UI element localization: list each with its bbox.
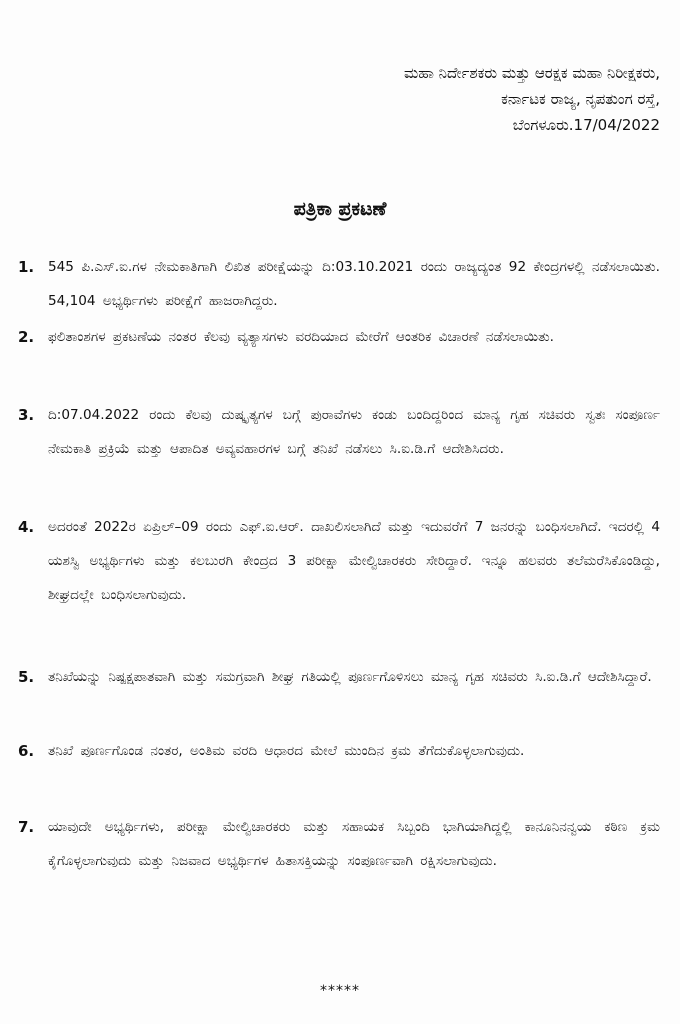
address-line-date: ಬೆಂಗಳೂರು.17/04/2022 [512, 116, 660, 134]
list-item-text: ತನಿಖೆಯನ್ನು ನಿಷ್ಪಕ್ಷಪಾತವಾಗಿ ಮತ್ತು ಸಮಗ್ರವಾಗಿ ಶೀಘ್ರ ಗತಿಯಲ್ಲಿ ಪೂರ್ಣಗೊಳಿಸಲು ಮಾನ್ಯ ಗೃಹ ಸಚಿವರು ಸಿ.ಐ.ಡಿ.ಗೆ ಆದೇಶಿಸಿದ್ದಾರೆ. [48, 669, 652, 685]
list-item-text: ತನಿಖೆ ಪೂರ್ಣಗೊಂಡ ನಂತರ, ಅಂತಿಮ ವರದಿ ಆಧಾರದ ಮೇಲೆ ಮುಂದಿನ ಕ್ರಮ ತೆಗೆದುಕೊಳ್ಳಲಾಗುವುದು. [48, 743, 525, 759]
list-item-number: 6. [18, 742, 35, 760]
list-item-number: 5. [18, 668, 35, 686]
list-item-text: ದಿ:07.04.2022 ರಂದು ಕೆಲವು ದುಷ್ಕೃತ್ಯಗಳ ಬಗ್ಗೆ ಪುರಾವೆಗಳು ಕಂಡು ಬಂದಿದ್ದರಿಂದ ಮಾನ್ಯ ಗೃಹ ಸಚಿವರು ಸ್ವತಃ ಸಂಪೂರ್ಣ ನೇಮಕಾತಿ ಪ್ರಕ್ರಿಯೆ ಮತ್ತು ಆಪಾದಿತ ಅವ್ಯವಹಾರಗಳ ಬಗ್ಗೆ ತನಿಖೆ ನಡೆಸಲು ಸಿ.ಐ.ಡಿ.ಗೆ ಆದೇಶಿಸಿದರು. [48, 407, 660, 457]
list-item-number: 7. [18, 818, 35, 836]
list-item-text: ಅದರಂತೆ 2022ರ ಏಪ್ರಿಲ್–09 ರಂದು ಎಫ್.ಐ.ಆರ್. ದಾಖಲಿಸಲಾಗಿದೆ ಮತ್ತು ಇದುವರೆಗೆ 7 ಜನರನ್ನು ಬಂಧಿಸಲಾಗಿದೆ. ಇದರಲ್ಲಿ 4 ಯಶಸ್ವಿ ಅಭ್ಯರ್ಥಿಗಳು ಮತ್ತು ಕಲಬುರಗಿ ಕೇಂದ್ರದ 3 ಪರೀಕ್ಷಾ ಮೇಲ್ವಿಚಾರಕರು ಸೇರಿದ್ದಾರೆ. ಇನ್ನೂ ಹಲವರು ತಲೆಮರೆಸಿಕೊಂಡಿದ್ದು, ಶೀಘ್ರದಲ್ಲೇ ಬಂಧಿಸಲಾಗುವುದು. [48, 519, 660, 603]
list-item [18, 398, 660, 466]
end-marker: ***** [320, 983, 360, 999]
list-item [18, 734, 660, 768]
list-item [18, 250, 660, 318]
list-item-number: 4. [18, 518, 35, 536]
list-item [18, 510, 660, 612]
list-item-number: 2. [18, 328, 35, 346]
sender-address [300, 60, 660, 138]
address-line-location: ಕರ್ನಾಟಕ ರಾಜ್ಯ, ನೃಪತುಂಗ ರಸ್ತೆ, [501, 90, 660, 108]
list-item [18, 660, 660, 694]
address-line-office: ಮಹಾ ನಿರ್ದೇಶಕರು ಮತ್ತು ಆರಕ್ಷಕ ಮಹಾ ನಿರೀಕ್ಷಕರು, [403, 64, 660, 82]
list-item [18, 320, 660, 354]
list-item-number: 3. [18, 406, 35, 424]
document-title: ಪತ್ರಿಕಾ ಪ್ರಕಟಣೆ [293, 198, 387, 220]
list-item [18, 810, 660, 878]
list-item-number: 1. [18, 258, 35, 276]
list-item-text: ಯಾವುದೇ ಅಭ್ಯರ್ಥಿಗಳು, ಪರೀಕ್ಷಾ ಮೇಲ್ವಿಚಾರಕರು ಮತ್ತು ಸಹಾಯಕ ಸಿಬ್ಬಂದಿ ಭಾಗಿಯಾಗಿದ್ದಲ್ಲಿ ಕಾನೂನಿನನ್ವಯ ಕಠಿಣ ಕ್ರಮ ಕೈಗೊಳ್ಳಲಾಗುವುದು ಮತ್ತು ನಿಜವಾದ ಅಭ್ಯರ್ಥಿಗಳ ಹಿತಾಸಕ್ತಿಯನ್ನು ಸಂಪೂರ್ಣವಾಗಿ ರಕ್ಷಿಸಲಾಗುವುದು. [48, 819, 660, 869]
list-item-text: 545 ಪಿ.ಎಸ್.ಐ.ಗಳ ನೇಮಕಾತಿಗಾಗಿ ಲಿಖಿತ ಪರೀಕ್ಷೆಯನ್ನು ದಿ:03.10.2021 ರಂದು ರಾಜ್ಯದ್ಯಂತ 92 ಕೇಂದ್ರಗಳಲ್ಲಿ ನಡೆಸಲಾಯಿತು. 54,104 ಅಭ್ಯರ್ಥಿಗಳು ಪರೀಕ್ಷೆಗೆ ಹಾಜರಾಗಿದ್ದರು. [48, 259, 660, 309]
list-item-text: ಫಲಿತಾಂಶಗಳ ಪ್ರಕಟಣೆಯ ನಂತರ ಕೆಲವು ವ್ಯತ್ಯಾಸಗಳು ವರದಿಯಾದ ಮೇರೆಗೆ ಆಂತರಿಕ ವಿಚಾರಣೆ ನಡೆಸಲಾಯಿತು. [48, 329, 554, 345]
